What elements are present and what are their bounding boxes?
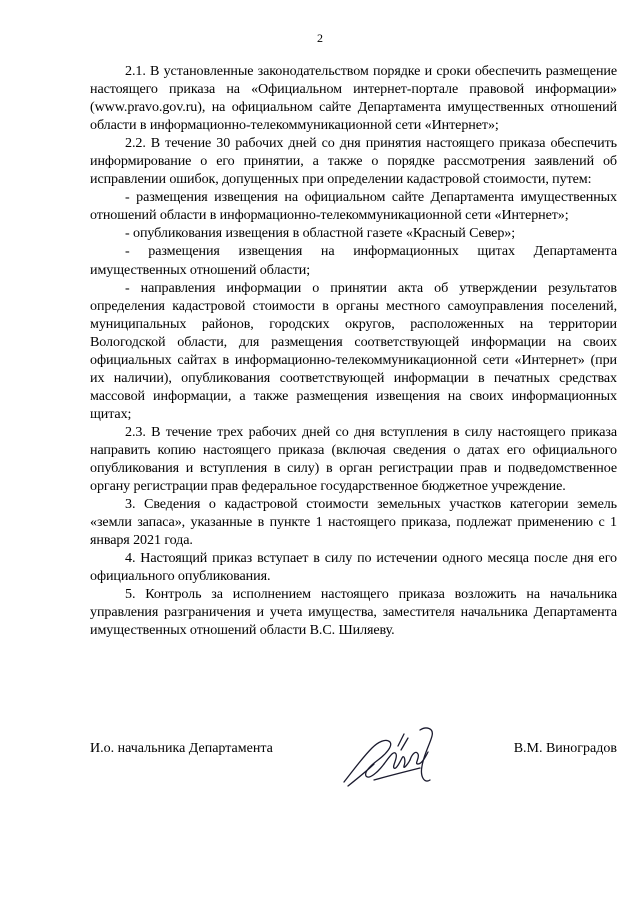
list-item-website: - размещения извещения на официальном сайте Департамента имущественных отношений области в информационно-телекоммуникационной сети «Интернет»; [90,189,617,224]
paragraph-5: 5. Контроль за исполнением настоящего приказа возложить на начальника управления разграничения и учета имущества, заместителя начальника Департамента имущественных отношений области В.С. Шиляеву. [90,586,617,639]
list-item-local-authorities: - направления информации о принятии акта об утверждении результатов определения кадастровой стоимости в органы местного самоуправления поселений, муниципальных районов, городских округов, расположенных на территории Вологодской области, для размещения соответствующей информации на своих официальных сайтах в информационно-телекоммуникационной сети «Интернет» (при их наличии), опубликования соответствующей информации в печатных средствах массовой информации, а также размещения извещения на своих информационных щитах; [90,279,617,422]
signatory-name: В.М. Виноградов [513,741,617,756]
paragraph-3: 3. Сведения о кадастровой стоимости земельных участков категории земель «земли запаса», указанные в пункте 1 настоящего приказа, подлежат применению с 1 января 2021 года. [90,496,617,549]
paragraph-2-1: 2.1. В установленные законодательством порядке и сроки обеспечить размещение настоящего приказа на «Официальном интернет-портале правовой информации» (www.pravo.gov.ru), на официальном сайте Департамента имущественных отношений области в информационно-телекоммуникационной сети «Интернет»; [90,63,617,134]
page-number: 2 [317,31,323,45]
list-item-boards: - размещения извещения на информационных щитах Департамента имущественных отношений области; [90,243,617,278]
document-body [90,62,617,640]
paragraph-2-2: 2.2. В течение 30 рабочих дней со дня принятия настоящего приказа обеспечить информирование о его принятии, а также о порядке рассмотрения заявлений об исправлении ошибок, допущенных при определении кадастровой стоимости, путем: [90,135,617,188]
list-item-newspaper: - опубликования извещения в областной газете «Красный Север»; [125,225,516,242]
paragraph-2-3: 2.3. В течение трех рабочих дней со дня вступления в силу настоящего приказа направить копию настоящего приказа (включая сведения о датах его официального опубликования и вступления в силу) в орган регистрации прав и подведомственное органу регистрации прав федеральное государственное бюджетное учреждение. [90,423,617,495]
signature-block [90,738,617,818]
paragraph-4: 4. Настоящий приказ вступает в силу по истечении одного месяца после дня его официального опубликования. [90,550,617,585]
handwritten-signature [338,720,446,792]
signatory-position: И.о. начальника Департамента [90,741,273,756]
